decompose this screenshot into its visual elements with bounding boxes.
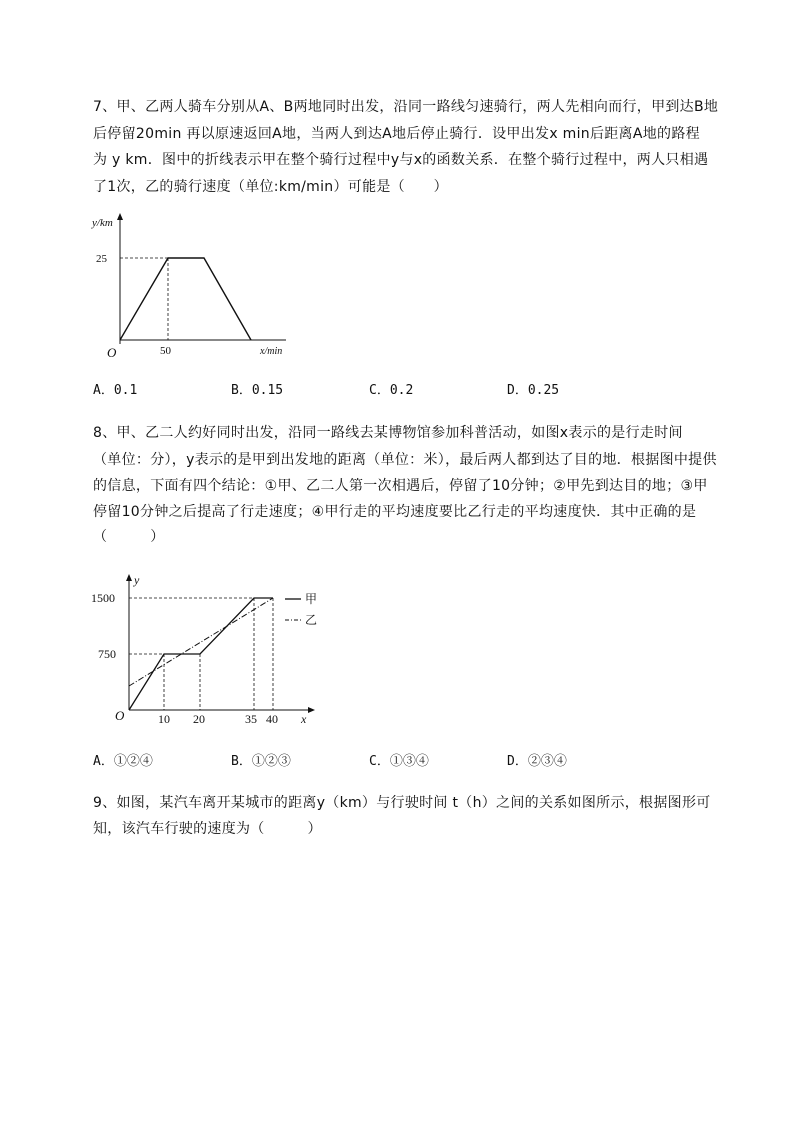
q7-y-axis-arrow (117, 213, 123, 220)
q8-option-a[interactable]: A．①②④ (93, 754, 153, 769)
q8-y-axis-label: y (134, 573, 140, 587)
q8-legend-jia-label: 甲 (305, 592, 318, 606)
q8-text-line-4: 停留10分钟之后提高了行走速度；④甲行走的平均速度要比乙行走的平均速度快．其中正确的是 (93, 504, 697, 520)
q7-text-line-3: 为 y km．图中的折线表示甲在整个骑行过程中y与x的函数关系．在整个骑行过程中，两人只相遇 (93, 152, 709, 168)
q8-x-axis-arrow (308, 707, 315, 713)
q7-graph (90, 210, 300, 360)
q8-option-c[interactable]: C．①③④ (369, 754, 429, 769)
q8-x-tick-10: 10 (158, 712, 170, 726)
q7-y-tick-25: 25 (96, 253, 107, 265)
q7-option-b[interactable]: B．0.15 (231, 383, 284, 398)
q9-text-line-1: 9、如图，某汽车离开某城市的距离y（km）与行驶时间 t（h）之间的关系如图所示，根据图形可 (93, 795, 711, 811)
q8-line-yi (129, 598, 273, 686)
q8-text-line-1: 8、甲、乙二人约好同时出发，沿同一路线去某博物馆参加科普活动，如图x表示的是行走时间 (93, 425, 683, 441)
q7-option-a[interactable]: A．0.1 (93, 383, 138, 398)
q7-y-axis-label: y/km (92, 217, 113, 229)
q8-text-line-5: （ ） (93, 529, 165, 545)
q8-y-tick-750: 750 (98, 647, 116, 661)
q8-text-line-3: 的信息，下面有四个结论：①甲、乙二人第一次相遇后，停留了10分钟；②甲先到达目的地；③甲 (93, 478, 708, 494)
q7-x-axis-label: x/min (260, 346, 283, 357)
q8-origin-label: O (115, 708, 125, 723)
q8-option-d[interactable]: D．②③④ (507, 754, 567, 769)
q7-origin-label: O (107, 345, 117, 360)
q8-y-axis-arrow (126, 574, 132, 581)
q7-option-d[interactable]: D．0.25 (507, 383, 560, 398)
q7-text-line-1: 7、甲、乙两人骑车分别从A、B两地同时出发，沿同一路线匀速骑行，两人先相向而行，甲到达B地 (93, 99, 719, 115)
q8-legend-yi-label: 乙 (305, 613, 318, 627)
q8-y-tick-1500: 1500 (91, 591, 115, 605)
q9-text-line-2: 知，该汽车行驶的速度为（ ） (93, 821, 322, 837)
q8-text-line-2: （单位：分），y表示的是甲到出发地的距离（单位：米），最后两人都到达了目的地．根据图中提供 (93, 452, 717, 468)
q8-graph (90, 570, 330, 730)
q8-option-b[interactable]: B．①②③ (231, 754, 291, 769)
q7-text-line-2: 后停留20min 再以原速返回A地，当两人到达A地后停止骑行．设甲出发x min后距离A地的路程 (93, 126, 700, 142)
q7-x-tick-50: 50 (160, 345, 171, 357)
q7-option-c[interactable]: C．0.2 (369, 383, 414, 398)
q8-x-tick-20: 20 (193, 712, 205, 726)
q8-x-axis-label: x (301, 712, 307, 726)
q8-x-tick-35: 35 (245, 712, 257, 726)
q7-graph-polyline (120, 258, 251, 340)
q7-text-line-4: 了1次，乙的骑行速度（单位:km/min）可能是（ ） (93, 179, 448, 195)
q8-x-tick-40: 40 (266, 712, 278, 726)
